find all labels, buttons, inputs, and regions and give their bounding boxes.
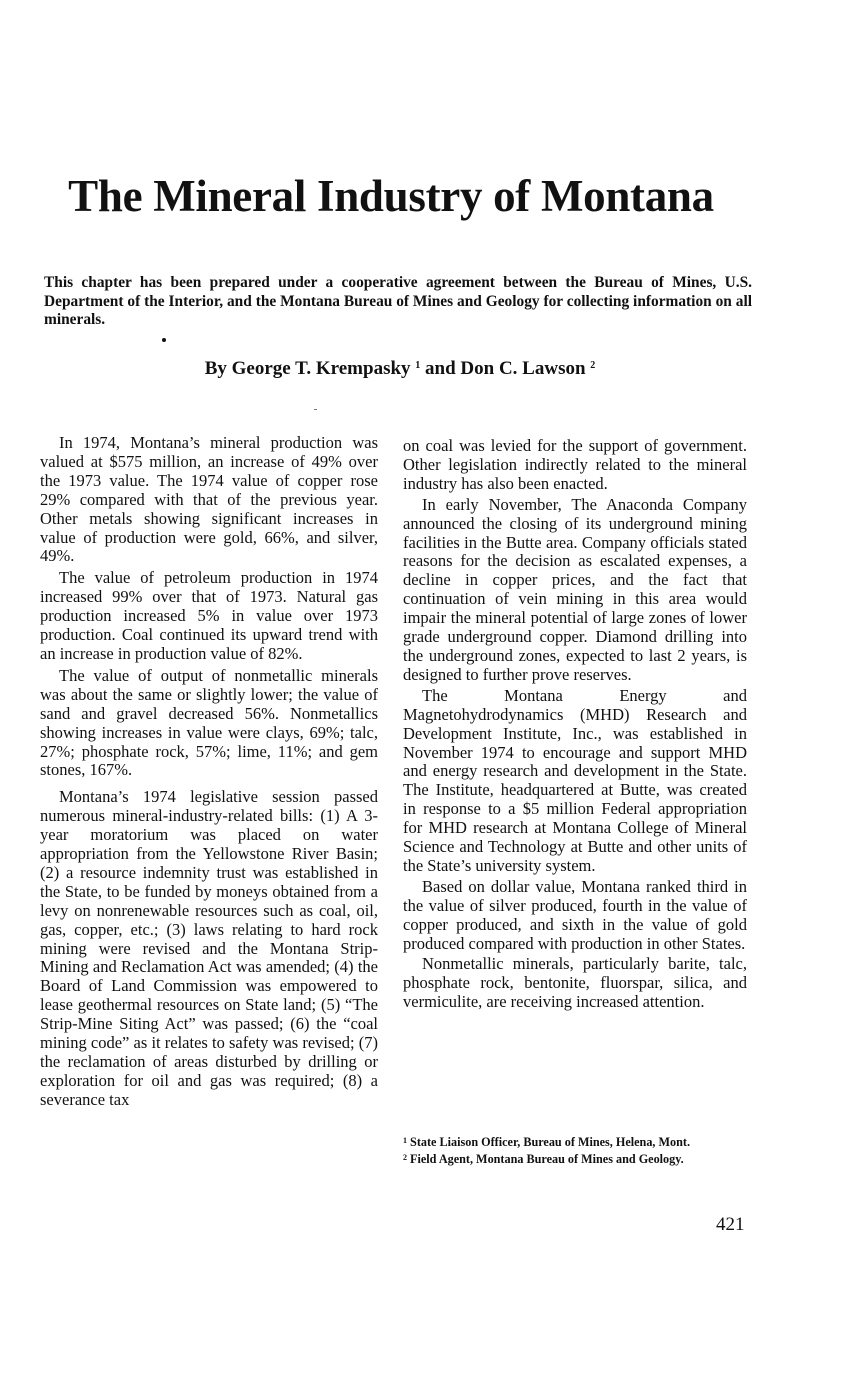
paragraph: on coal was levied for the support of government. Other legislation indirectly related to the mineral industry has also been enacted. [403, 436, 747, 493]
intro-note: This chapter has been prepared under a cooperative agreement between the Bureau of Mines, U.S. Department of the Interior, and the Montana Bureau of Mines and Geology for collecting information on all minerals. [44, 274, 752, 328]
left-column [40, 434, 378, 1110]
paragraph: The value of petroleum production in 1974 increased 99% over that of 1973. Natural gas production increased 5% in value over 1973 production. Coal continued its upward trend with an increase in production value of 82%. [40, 568, 378, 663]
footnotes [403, 1134, 747, 1168]
paragraph: Based on dollar value, Montana ranked third in the value of silver produced, fourth in the value of copper produced, and sixth in the value of gold produced compared with production in other States. [403, 876, 747, 953]
paragraph: Nonmetallic minerals, particularly barite, talc, phosphate rock, bentonite, fluorspar, silica, and vermiculite, are receiving increased attention. [403, 954, 747, 1012]
byline-author-2: and Don C. Lawson [425, 358, 586, 379]
footnote-mark: 2 [403, 1153, 407, 1162]
paragraph: The Montana Energy and Magnetohydrodynamics (MHD) Research and Development Institute, Inc., was established in November 1974 to encourage and support MHD and energy research and development in the State. The Institute, headquartered at Butte, was created in response to a $5 million Federal appropriation for MHD research at Montana College of Mineral Science and Technology at Butte and other units of the State’s university system. [403, 685, 747, 875]
paragraph: Montana’s 1974 legislative session passed numerous mineral-industry-related bills: (1) A 3-year moratorium was placed on water appropriation from the Yellowstone River Basin; (2) a resource indemnity trust was established in the State, to be funded by moneys obtained from a levy on nonrenewable resources such as coal, oil, gas, copper, etc.; (3) laws relating to hard rock mining were revised and the Montana Strip-Mining and Reclamation Act was amended; (4) the Board of Land Commission was empowered to lease geothermal resources on State land; (5) “The Strip-Mine Siting Act” was passed; (6) the “coal mining code” as it relates to safety was revised; (7) the reclamation of areas disturbed by drilling or exploration for oil and gas was required; (8) a severance tax [40, 787, 378, 1109]
page-number: 421 [716, 1214, 745, 1235]
footnote-mark: 1 [403, 1136, 407, 1145]
stray-mark [162, 338, 166, 342]
byline [0, 358, 800, 380]
stray-mark [314, 409, 317, 410]
paragraph: In early November, The Anaconda Company announced the closing of its underground mining facilities in the Butte area. Company officials stated reasons for the decision as escalated expenses, a decline in copper prices, and the fact that continuation of vein mining in this area would impair the mineral potential of large zones of lower grade underground copper. Diamond drilling into the underground zones, expected to last 2 years, is designed to further prove reserves. [403, 494, 747, 684]
footnote-text: Field Agent, Montana Bureau of Mines and Geology. [410, 1152, 684, 1166]
page-title: The Mineral Industry of Montana [68, 171, 714, 221]
footnote [403, 1151, 747, 1166]
footnote-ref-2: 2 [590, 360, 596, 371]
paragraph: The value of output of nonmetallic minerals was about the same or slightly lower; the value of sand and gravel decreased 56%. Nonmetallics showing increases in value were clays, 69%; talc, 27%; phosphate rock, 57%; lime, 11%; and gem stones, 167%. [40, 665, 378, 780]
footnote-ref-1: 1 [415, 360, 421, 371]
byline-author-1: By George T. Krempasky [204, 358, 411, 379]
right-column [403, 437, 747, 1012]
footnote-text: State Liaison Officer, Bureau of Mines, Helena, Mont. [410, 1135, 691, 1149]
footnote [403, 1134, 747, 1149]
paragraph: In 1974, Montana’s mineral production was valued at $575 million, an increase of 49% over the 1973 value. The 1974 value of copper rose 29% compared with that of the previous year. Other metals showing significant increases in value of production were gold, 66%, and silver, 49%. [40, 433, 378, 566]
